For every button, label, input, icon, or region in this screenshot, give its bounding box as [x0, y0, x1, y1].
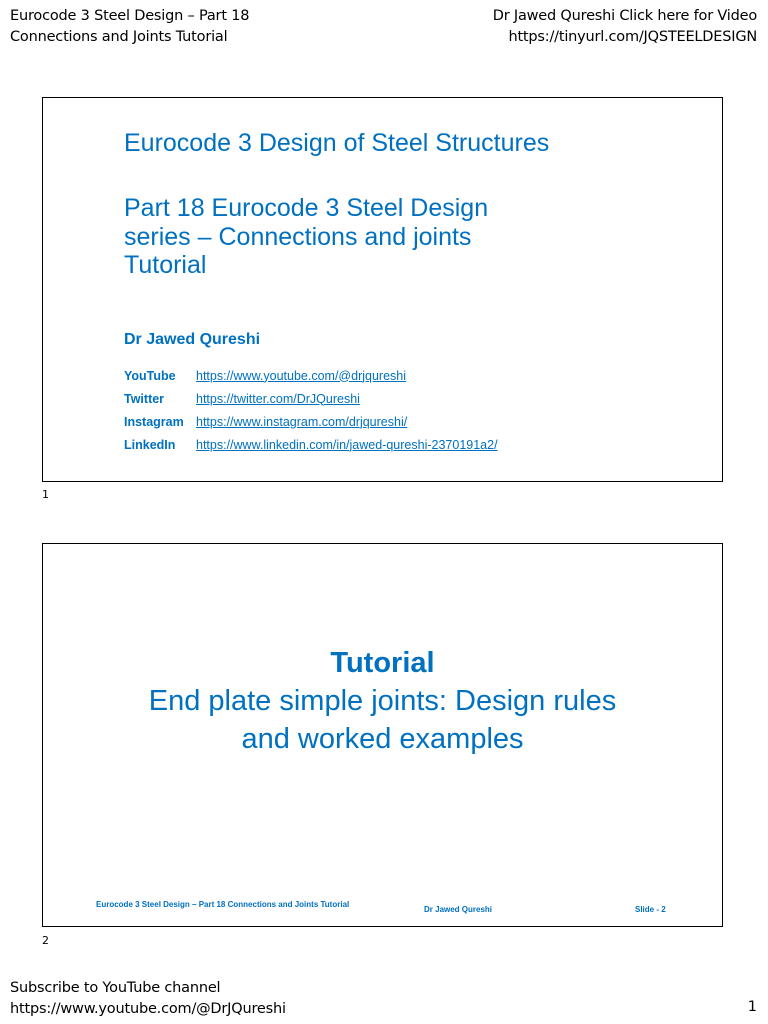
- author-name: Dr Jawed Qureshi: [124, 331, 261, 348]
- slide-footer-author: Dr Jawed Qureshi: [424, 905, 493, 914]
- instagram-link[interactable]: https://www.instagram.com/drjqureshi/: [196, 414, 408, 429]
- slide-2-heading: Tutorial: [330, 647, 435, 679]
- social-label: Twitter: [124, 391, 165, 406]
- slide-number-1: 1: [42, 488, 49, 501]
- social-row-linkedin: [124, 433, 498, 456]
- slide-1: [42, 97, 723, 482]
- slide-1-title: Eurocode 3 Design of Steel Structures: [124, 129, 550, 157]
- header-subtitle: Connections and Joints Tutorial: [10, 29, 228, 45]
- slide-1-subtitle: Part 18 Eurocode 3 Steel Design series – Connections and joints Tutorial: [124, 194, 489, 279]
- slide-footer-number: Slide - 2: [635, 905, 666, 914]
- video-url[interactable]: https://tinyurl.com/JQSTEELDESIGN: [508, 29, 757, 45]
- slide-2: [42, 543, 723, 927]
- social-row-youtube: [124, 364, 498, 387]
- subheading-line-2: and worked examples: [241, 723, 524, 755]
- video-link-text[interactable]: Dr Jawed Qureshi Click here for Video: [492, 8, 757, 24]
- twitter-link[interactable]: https://twitter.com/DrJQureshi: [196, 391, 360, 406]
- social-label: YouTube: [124, 368, 176, 383]
- header-right: [493, 6, 757, 48]
- page-number: 1: [747, 999, 757, 1015]
- youtube-channel-url[interactable]: https://www.youtube.com/@DrJQureshi: [10, 1001, 286, 1017]
- social-row-instagram: [124, 410, 498, 433]
- slide-footer-title: Eurocode 3 Steel Design – Part 18 Connections and Joints Tutorial: [96, 900, 350, 909]
- youtube-link[interactable]: https://www.youtube.com/@drjqureshi: [196, 368, 407, 383]
- subscribe-text: Subscribe to YouTube channel: [10, 980, 221, 996]
- social-links: [124, 364, 498, 456]
- linkedin-link[interactable]: https://www.linkedin.com/in/jawed-qureshi-2370191a2/: [196, 437, 498, 452]
- header-left: [10, 6, 249, 48]
- social-label: LinkedIn: [124, 437, 176, 452]
- social-label: Instagram: [124, 414, 184, 429]
- subheading-line-1: End plate simple joints: Design rules: [148, 685, 617, 717]
- social-row-twitter: [124, 387, 498, 410]
- slide-number-2: 2: [42, 934, 49, 947]
- header-title: Eurocode 3 Steel Design – Part 18: [10, 8, 250, 24]
- slide-2-subheading: [43, 682, 722, 758]
- page-footer: [10, 978, 286, 1020]
